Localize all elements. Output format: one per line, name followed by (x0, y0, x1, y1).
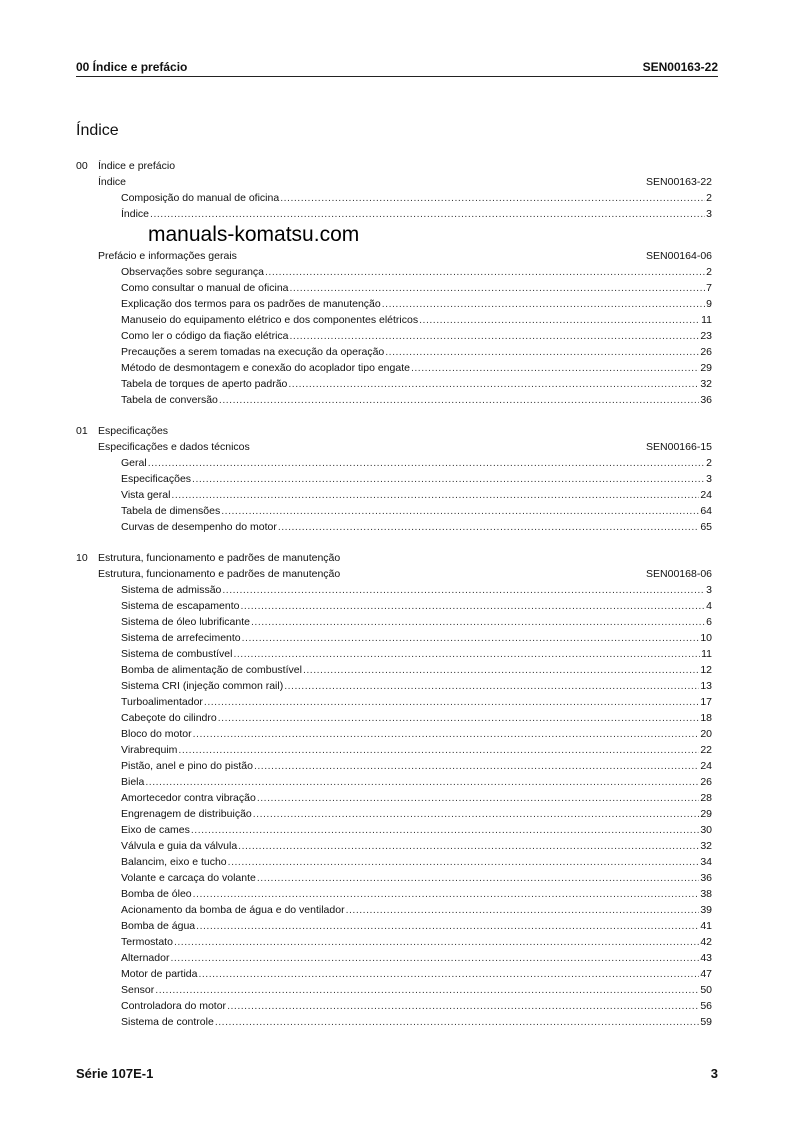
dot-leader (215, 1014, 700, 1030)
toc-entry[interactable] (76, 190, 712, 206)
toc-entry[interactable] (76, 710, 712, 726)
page-footer (76, 1066, 718, 1081)
dot-leader (240, 598, 705, 614)
dot-leader (150, 206, 705, 222)
toc-entry[interactable] (76, 870, 712, 886)
entry-label: Curvas de desempenho do motor (121, 521, 277, 533)
toc-entry[interactable] (76, 758, 712, 774)
section-title: Estrutura, funcionamento e padrões de manutenção (98, 552, 341, 564)
toc-document-row[interactable] (76, 439, 712, 455)
entry-label: Vista geral (121, 489, 171, 501)
entry-page: 36 (700, 394, 712, 406)
dot-leader (382, 296, 705, 312)
entry-page: 64 (700, 505, 712, 517)
toc-entry[interactable] (76, 678, 712, 694)
dot-leader (257, 790, 699, 806)
dot-leader (155, 982, 699, 998)
dot-leader (284, 678, 699, 694)
entry-label: Observações sobre segurança (121, 266, 264, 278)
entry-label: Sistema de admissão (121, 584, 222, 596)
entry-page: 41 (700, 920, 712, 932)
toc-entry[interactable] (76, 296, 712, 312)
entry-label: Volante e carcaça do volante (121, 872, 256, 884)
entry-label: Manuseio do equipamento elétrico e dos componentes elétricos (121, 314, 419, 326)
entry-label: Precauções a serem tomadas na execução da operação (121, 346, 385, 358)
dot-leader (253, 806, 700, 822)
dot-leader (145, 774, 699, 790)
toc-entry[interactable] (76, 918, 712, 934)
toc-entry[interactable] (76, 598, 712, 614)
entry-page: 24 (700, 489, 712, 501)
dot-leader (346, 902, 700, 918)
entry-page: 32 (700, 840, 712, 852)
entry-page: 47 (700, 968, 712, 980)
entry-page: 42 (700, 936, 712, 948)
entry-page: 39 (700, 904, 712, 916)
toc-entry[interactable] (76, 902, 712, 918)
entry-label: Bloco do motor (121, 728, 192, 740)
entry-label: Geral (121, 457, 147, 469)
dot-leader (288, 376, 699, 392)
toc-entry[interactable] (76, 774, 712, 790)
entry-label: Sistema de controle (121, 1016, 214, 1028)
header-doc-code: SEN00163-22 (642, 60, 718, 74)
entry-label: Sistema de combustível (121, 648, 233, 660)
toc-document-row[interactable] (76, 566, 712, 582)
entry-page: 2 (706, 266, 712, 278)
dot-leader (178, 742, 699, 758)
entry-page: 26 (700, 346, 712, 358)
entry-label: Engrenagem de distribuição (121, 808, 252, 820)
toc-entry[interactable] (76, 519, 712, 535)
entry-page: 56 (700, 1000, 712, 1012)
toc-entry[interactable] (76, 392, 712, 408)
entry-page: 38 (700, 888, 712, 900)
toc-entry[interactable] (76, 280, 712, 296)
toc-document-row[interactable] (76, 248, 712, 264)
entry-label: Tabela de conversão (121, 394, 218, 406)
toc-entry[interactable] (76, 662, 712, 678)
toc-entry[interactable] (76, 376, 712, 392)
entry-label: Amortecedor contra vibração (121, 792, 256, 804)
dot-leader (257, 870, 699, 886)
entry-page: 7 (706, 282, 712, 294)
entry-label: Tabela de dimensões (121, 505, 221, 517)
entry-page: 13 (700, 680, 712, 692)
entry-page: 11 (701, 314, 712, 326)
document-code: SEN00166-15 (646, 441, 712, 453)
entry-label: Como ler o código da fiação elétrica (121, 330, 289, 342)
entry-label: Como consultar o manual de oficina (121, 282, 289, 294)
entry-page: 28 (700, 792, 712, 804)
entry-page: 59 (700, 1016, 712, 1028)
entry-label: Sistema de escapamento (121, 600, 240, 612)
entry-label: Sensor (121, 984, 155, 996)
entry-label: Bomba de água (121, 920, 196, 932)
footer-series: Série 107E-1 (76, 1066, 154, 1081)
dot-leader (198, 966, 699, 982)
entry-label: Sistema de arrefecimento (121, 632, 241, 644)
dot-leader (192, 471, 705, 487)
dot-leader (174, 934, 699, 950)
toc-entry[interactable] (76, 487, 712, 503)
toc-entry[interactable] (76, 694, 712, 710)
dot-leader (238, 838, 699, 854)
toc-entry[interactable] (76, 806, 712, 822)
entry-label: Pistão, anel e pino do pistão (121, 760, 253, 772)
entry-page: 4 (706, 600, 712, 612)
dot-leader (303, 662, 699, 678)
document-code: SEN00164-06 (646, 250, 712, 262)
entry-page: 50 (700, 984, 712, 996)
section-number: 10 (76, 552, 88, 564)
dot-leader (221, 503, 699, 519)
dot-leader (265, 264, 705, 280)
entry-label: Controladora do motor (121, 1000, 227, 1012)
entry-label: Alternador (121, 952, 170, 964)
dot-leader (196, 918, 699, 934)
toc-entry[interactable] (76, 582, 712, 598)
dot-leader (290, 328, 700, 344)
entry-page: 65 (700, 521, 712, 533)
document-code: SEN00163-22 (646, 176, 712, 188)
entry-label: Biela (121, 776, 145, 788)
dot-leader (251, 614, 705, 630)
table-of-contents (76, 158, 712, 1030)
dot-leader (228, 854, 700, 870)
toc-document-row[interactable] (76, 174, 712, 190)
toc-entry[interactable] (76, 790, 712, 806)
entry-page: 29 (700, 808, 712, 820)
dot-leader (233, 646, 700, 662)
document-title: Especificações e dados técnicos (98, 441, 250, 453)
toc-entry[interactable] (76, 312, 712, 328)
toc-entry[interactable] (76, 838, 712, 854)
entry-label: Tabela de torques de aperto padrão (121, 378, 288, 390)
entry-label: Cabeçote do cilindro (121, 712, 217, 724)
toc-entry[interactable] (76, 264, 712, 280)
toc-entry[interactable] (76, 982, 712, 998)
document-title: Prefácio e informações gerais (98, 250, 237, 262)
entry-page: 17 (700, 696, 712, 708)
entry-page: 3 (706, 584, 712, 596)
entry-page: 22 (700, 744, 712, 756)
entry-label: Explicação dos termos para os padrões de manutenção (121, 298, 381, 310)
toc-entry[interactable] (76, 328, 712, 344)
toc-entry[interactable] (76, 344, 712, 360)
page-header (76, 60, 718, 77)
entry-label: Especificações (121, 473, 192, 485)
entry-label: Acionamento da bomba de água e do ventilador (121, 904, 345, 916)
entry-page: 9 (706, 298, 712, 310)
entry-page: 2 (706, 457, 712, 469)
toc-section-row (76, 158, 712, 174)
entry-page: 32 (700, 378, 712, 390)
dot-leader (411, 360, 699, 376)
dot-leader (191, 822, 699, 838)
toc-section-row (76, 423, 712, 439)
entry-page: 29 (700, 362, 712, 374)
entry-page: 10 (700, 632, 712, 644)
entry-label: Motor de partida (121, 968, 198, 980)
toc-entry[interactable] (76, 1014, 712, 1030)
dot-leader (204, 694, 699, 710)
dot-leader (148, 455, 705, 471)
dot-leader (385, 344, 699, 360)
entry-page: 24 (700, 760, 712, 772)
section-title: Índice e prefácio (98, 160, 176, 172)
toc-entry[interactable] (76, 646, 712, 662)
toc-entry[interactable] (76, 206, 712, 222)
toc-entry[interactable] (76, 630, 712, 646)
section-title: Especificações (98, 425, 169, 437)
toc-entry[interactable] (76, 471, 712, 487)
dot-leader (219, 392, 699, 408)
entry-label: Índice (121, 208, 150, 220)
entry-page: 30 (700, 824, 712, 836)
toc-entry[interactable] (76, 360, 712, 376)
dot-leader (193, 886, 700, 902)
entry-page: 34 (700, 856, 712, 868)
entry-label: Eixo de cames (121, 824, 190, 836)
dot-leader (170, 950, 699, 966)
entry-page: 2 (706, 192, 712, 204)
entry-page: 23 (700, 330, 712, 342)
entry-label: Sistema CRI (injeção common rail) (121, 680, 284, 692)
toc-entry[interactable] (76, 950, 712, 966)
entry-label: Bomba de alimentação de combustível (121, 664, 302, 676)
dot-leader (278, 519, 699, 535)
entry-label: Bomba de óleo (121, 888, 192, 900)
entry-label: Método de desmontagem e conexão do acoplador tipo engate (121, 362, 410, 374)
entry-page: 36 (700, 872, 712, 884)
toc-entry[interactable] (76, 614, 712, 630)
toc-entry[interactable] (76, 822, 712, 838)
section-number: 00 (76, 160, 88, 172)
entry-page: 12 (700, 664, 712, 676)
toc-entry[interactable] (76, 742, 712, 758)
toc-entry[interactable] (76, 455, 712, 471)
entry-label: Sistema de óleo lubrificante (121, 616, 250, 628)
entry-page: 3 (706, 208, 712, 220)
dot-leader (242, 630, 700, 646)
entry-label: Virabrequim (121, 744, 178, 756)
header-section: 00 Índice e prefácio (76, 60, 188, 74)
document-title: Estrutura, funcionamento e padrões de manutenção (98, 568, 341, 580)
entry-label: Termostato (121, 936, 173, 948)
toc-entry[interactable] (76, 726, 712, 742)
dot-leader (290, 280, 706, 296)
entry-label: Válvula e guia da válvula (121, 840, 238, 852)
toc-entry[interactable] (76, 998, 712, 1014)
toc-section-row (76, 550, 712, 566)
entry-label: Turboalimentador (121, 696, 203, 708)
toc-entry[interactable] (76, 934, 712, 950)
dot-leader (171, 487, 699, 503)
entry-page: 11 (701, 648, 712, 660)
entry-page: 3 (706, 473, 712, 485)
dot-leader (280, 190, 705, 206)
document-title: Índice (98, 176, 127, 188)
toc-entry[interactable] (76, 966, 712, 982)
toc-entry[interactable] (76, 503, 712, 519)
dot-leader (222, 582, 705, 598)
dot-leader (254, 758, 699, 774)
entry-label: Composição do manual de oficina (121, 192, 280, 204)
toc-entry[interactable] (76, 854, 712, 870)
entry-page: 6 (706, 616, 712, 628)
dot-leader (227, 998, 699, 1014)
document-code: SEN00168-06 (646, 568, 712, 580)
dot-leader (419, 312, 700, 328)
entry-label: Balancim, eixo e tucho (121, 856, 227, 868)
toc-entry[interactable] (76, 886, 712, 902)
entry-page: 18 (700, 712, 712, 724)
dot-leader (218, 710, 700, 726)
watermark: manuals-komatsu.com (148, 223, 360, 246)
page-number: 3 (710, 1066, 718, 1081)
entry-page: 20 (700, 728, 712, 740)
page-title: Índice (76, 122, 119, 139)
entry-page: 43 (700, 952, 712, 964)
dot-leader (193, 726, 700, 742)
entry-page: 26 (700, 776, 712, 788)
section-number: 01 (76, 425, 88, 437)
